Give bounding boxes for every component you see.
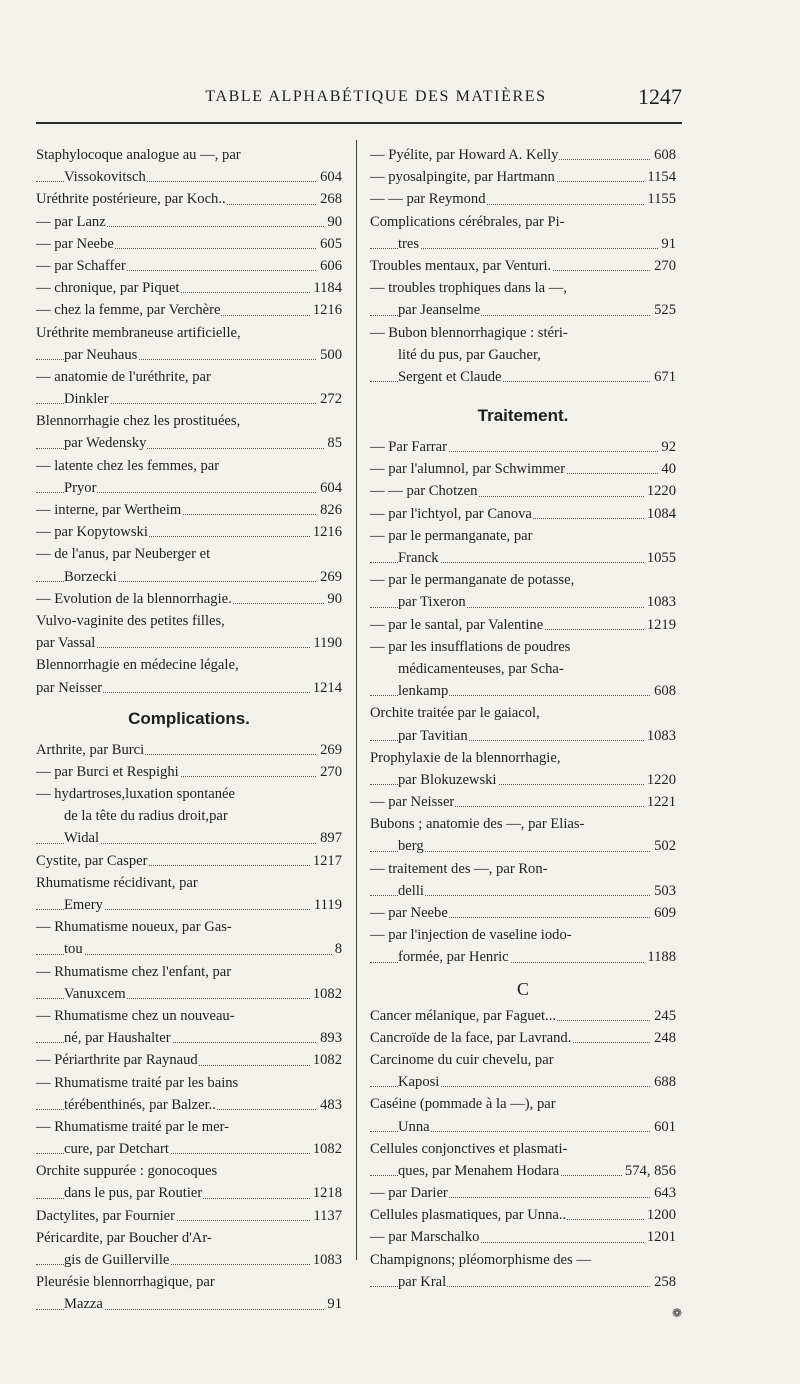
index-entry-line [36,1005,342,1027]
index-entry-line [370,1005,676,1027]
entry-text: Staphylocoque analogue au —, par [36,147,241,163]
entry-text: Cancer mélanique, par Faguet... [370,1007,556,1024]
index-entry-line [370,255,676,277]
entry-page-number: 268 [317,188,342,210]
index-entry-line [370,480,676,502]
entry-text: par Jeanselme [398,302,481,319]
entry-text: — de l'anus, par Neuberger et [36,546,211,563]
entry-page-number: 1217 [310,850,342,872]
index-entry-line [36,610,342,632]
index-entry-line [36,1182,342,1204]
index-entry-line [370,299,676,321]
entry-text: Cellules conjonctives et plasmati- [370,1140,568,1157]
index-entry-line [36,322,342,344]
entry-text: — par Neebe [36,235,114,252]
index-entry-line [36,521,342,543]
entry-page-number: 1184 [310,277,342,299]
entry-text: ques, par Menahem Hodara [398,1162,560,1179]
entry-text: Dactylites, par Fournier [36,1207,176,1224]
index-entry-line [36,432,342,454]
entry-text: Dinkler [64,391,109,408]
entry-page-number: 1082 [310,1049,342,1071]
index-entry-line [36,255,342,277]
entry-text: — Rhumatisme noueux, par Gas- [36,919,232,936]
entry-text: — troubles trophiques dans la —, [370,280,567,297]
entry-page-number: 608 [651,680,676,702]
entry-text: Mazza [64,1296,103,1313]
index-entry-line [370,725,676,747]
entry-page-number: 8 [332,938,342,960]
entry-text: — par Darier [370,1185,448,1202]
index-entry-line [370,1204,676,1226]
entry-page-number: 500 [317,344,342,366]
index-entry-line [36,1094,342,1116]
index-entry-line [36,1205,342,1227]
entry-text: par Tavitian [398,727,468,744]
entry-page-number: 90 [324,211,342,233]
index-entry-line [36,938,342,960]
index-entry-line [370,277,676,299]
index-entry-line [370,1049,676,1071]
entry-text: — Périarthrite par Raynaud [36,1052,198,1069]
entry-page-number: 1137 [310,1205,342,1227]
index-entry-line [36,1138,342,1160]
index-entry-line [36,827,342,849]
entry-page-number: 270 [317,761,342,783]
entry-text: par Blokuzewski [398,771,497,788]
entry-page-number: 40 [658,458,676,480]
entry-text: Vissokovitsch [64,169,146,186]
section-heading: Complications. [128,708,250,728]
entry-text: — latente chez les femmes, par [36,457,220,474]
entry-text: — par les insufflations de poudres [370,638,571,655]
entry-page-number: 1220 [644,769,676,791]
index-entry-line [36,566,342,588]
entry-page-number: 269 [317,739,342,761]
entry-page-number: 605 [317,233,342,255]
entry-text: né, par Haushalter [64,1030,171,1047]
entry-page-number: 483 [317,1094,342,1116]
index-entry-line [36,983,342,1005]
running-title: TABLE ALPHABÉTIQUE DES MATIÈRES [205,88,547,105]
index-entry-line [36,1271,342,1293]
index-entry-line [36,850,342,872]
entry-text: Orchite traitée par le gaiacol, [370,705,540,722]
index-entry-line [36,1049,342,1071]
index-entry-line [370,858,676,880]
entry-text: — par Neebe [370,905,448,921]
entry-text: — par Schaffer [36,257,126,274]
entry-text: Prophylaxie de la blennorrhagie, [370,749,561,766]
entry-text: — par l'alumnol, par Schwimmer [370,461,566,478]
entry-text: par Neuhaus [64,346,138,363]
column-divider [356,140,357,1260]
entry-text: Pleurésie blennorrhagique, par [36,1274,215,1291]
index-entry-line [370,658,676,680]
entry-text: Vanuxcem [64,985,126,1002]
entry-text: Cellules plasmatiques, par Unna.. [370,1207,567,1224]
left-column [36,144,342,1316]
entry-page-number: 90 [324,588,342,610]
entry-text: Péricardite, par Boucher d'Ar- [36,1229,212,1246]
entry-text: — Evolution de la blennorrhagie. [36,590,232,607]
entry-page-number: 1216 [310,299,342,321]
entry-page-number: 1219 [644,614,676,636]
entry-text: médicamenteuses, par Scha- [398,660,564,677]
entry-text: Carcinome du cuir chevelu, par [370,1051,554,1068]
index-entry-line [370,525,676,547]
entry-text: lité du pus, par Gaucher, [398,346,541,363]
entry-text: — par le permanganate, par [370,527,533,544]
entry-page-number: 609 [651,902,676,924]
index-entry-line [370,458,676,480]
entry-text: Sergent et Claude [398,368,502,385]
entry-page-number: 1083 [310,1249,342,1271]
entry-page-number: 1216 [310,521,342,543]
index-entry-line [370,946,676,968]
index-entry-line [36,1293,342,1315]
entry-page-number: 688 [651,1071,676,1093]
entry-page-number: 1201 [644,1226,676,1248]
index-entry-line [370,144,676,166]
entry-text: — Rhumatisme traité par les bains [36,1074,239,1091]
index-entry-line [36,543,342,565]
index-entry-line [36,916,342,938]
entry-page-number: 1155 [644,188,676,210]
index-entry-line [370,747,676,769]
entry-text: Caséine (pommade à la —), par [370,1096,556,1113]
entry-page-number: 574, 856 [622,1160,676,1182]
entry-page-number: 270 [651,255,676,277]
index-entry-line [36,233,342,255]
entry-text: Unna [398,1118,430,1135]
index-entry-line [36,1116,342,1138]
entry-page-number: 606 [317,255,342,277]
index-entry-line [36,477,342,499]
entry-text: — par Marschalko [370,1229,480,1246]
index-entry-line [36,188,342,210]
index-entry-line [370,1249,676,1271]
entry-page-number: 1188 [644,946,676,968]
entry-page-number: 1154 [644,166,676,188]
index-entry-line [370,1160,676,1182]
entry-page-number: 258 [651,1271,676,1293]
index-entry-line [370,166,676,188]
right-column [370,144,676,1293]
entry-text: par Neisser [36,679,103,696]
index-entry-line [36,632,342,654]
index-entry-line [370,1027,676,1049]
section-heading: Traitement. [477,406,569,426]
entry-text: — pyosalpingite, par Hartmann [370,169,555,186]
entry-page-number: 893 [317,1027,342,1049]
entry-text: par Vassal [36,635,96,652]
entry-text: Arthrite, par Burci [36,741,145,758]
index-entry-line [370,591,676,613]
index-entry-line [36,654,342,676]
entry-text: — anatomie de l'uréthrite, par [36,368,211,385]
entry-text: Orchite suppurée : gonocoques [36,1163,218,1180]
entry-text: — — par Reymond [370,191,486,208]
index-entry-line [370,233,676,255]
index-entry-line [36,455,342,477]
index-entry-line [370,503,676,525]
entry-text: par Wedensky [64,435,147,452]
entry-text: — par le permanganate de potasse, [370,572,575,589]
index-entry-line [36,388,342,410]
entry-text: par Tixeron [398,594,466,611]
index-entry-line [36,344,342,366]
entry-text: Cystite, par Casper [36,852,148,869]
entry-page-number: 1119 [311,894,342,916]
alphabet-letter-heading: C [516,978,529,999]
entry-text: de la tête du radius droit,par [64,808,228,825]
index-entry-line [36,677,342,699]
entry-page-number: 897 [317,827,342,849]
index-entry-line [370,702,676,724]
header-rule [36,122,682,124]
entry-page-number: 272 [317,388,342,410]
entry-text: Uréthrite postérieure, par Koch.. [36,191,226,208]
index-entry-line [36,166,342,188]
index-entry-line [36,366,342,388]
index-entry-line [36,739,342,761]
page-number: 1247 [638,84,682,109]
entry-text: — Pyélite, par Howard A. Kelly [370,147,559,163]
entry-page-number: 826 [317,499,342,521]
entry-page-number: 1082 [310,983,342,1005]
entry-text: — traitement des —, par Ron- [370,860,548,877]
entry-page-number: 1220 [644,480,676,502]
entry-text: par Kral [398,1273,447,1290]
entry-text: Bubons ; anatomie des —, par Elias- [370,816,585,833]
entry-text: — Rhumatisme chez un nouveau- [36,1007,235,1024]
entry-page-number: 503 [651,880,676,902]
index-entry-line [36,211,342,233]
entry-page-number: 525 [651,299,676,321]
entry-text: — par Kopytowski [36,524,148,541]
entry-text: — par Lanz [36,213,106,230]
entry-page-number: 1200 [644,1204,676,1226]
entry-page-number: 1055 [644,547,676,569]
entry-text: Uréthrite membraneuse artificielle, [36,324,241,341]
index-entry-line [370,924,676,946]
entry-page-number: 91 [658,233,676,255]
entry-text: delli [398,882,424,899]
entry-text: — Rhumatisme traité par le mer- [36,1118,230,1135]
entry-page-number: 604 [317,166,342,188]
index-entry-line [370,547,676,569]
entry-page-number: 269 [317,566,342,588]
entry-page-number: 1084 [644,503,676,525]
entry-text: — chez la femme, par Verchère [36,302,221,319]
entry-page-number: 604 [317,477,342,499]
index-entry-line [370,813,676,835]
index-entry-line [370,1226,676,1248]
index-entry-line [370,1182,676,1204]
entry-page-number: 248 [651,1027,676,1049]
index-entry-line [36,894,342,916]
index-entry-line [36,144,342,166]
entry-text: — Rhumatisme chez l'enfant, par [36,963,232,980]
index-entry-line [370,835,676,857]
entry-text: Champignons; pléomorphisme des — [370,1251,591,1268]
index-entry-line [370,680,676,702]
entry-text: térébenthinés, par Balzer.. [64,1096,216,1113]
index-entry-line [370,1271,676,1293]
entry-text: Franck [398,550,439,566]
entry-text: — chronique, par Piquet [36,280,180,297]
entry-text: Widal [64,830,100,847]
entry-text: — par Neisser [370,794,455,811]
entry-text: Vulvo-vaginite des petites filles, [36,612,225,629]
index-entry-line [36,961,342,983]
index-entry-line [370,880,676,902]
page-header [36,84,682,116]
entry-page-number: 1083 [644,591,676,613]
entry-text: — par le santal, par Valentine [370,616,544,633]
entry-text: Rhumatisme récidivant, par [36,874,198,891]
entry-page-number: 1221 [644,791,676,813]
index-entry-line [370,366,676,388]
entry-text: Pryor [64,479,97,496]
index-entry-line [370,902,676,924]
entry-text: Borzecki [64,568,117,585]
index-entry-line [36,410,342,432]
entry-page-number: 502 [651,835,676,857]
entry-page-number: 643 [651,1182,676,1204]
index-entry-line [36,1072,342,1094]
index-entry-line [36,1160,342,1182]
entry-page-number: 1214 [310,677,342,699]
index-entry-line [36,499,342,521]
entry-text: — par Burci et Respighi [36,763,179,780]
index-entry-line [370,791,676,813]
entry-page-number: 1082 [310,1138,342,1160]
index-entry-line [370,322,676,344]
index-entry-line [370,436,676,458]
index-entry-line [370,614,676,636]
entry-page-number: 608 [651,144,676,166]
index-entry-line [36,277,342,299]
entry-page-number: 1218 [310,1182,342,1204]
entry-text: Complications cérébrales, par Pi- [370,213,565,230]
entry-page-number: 85 [324,432,342,454]
index-entry-line [370,1138,676,1160]
entry-text: dans le pus, par Routier [64,1185,203,1202]
index-entry-line [370,636,676,658]
entry-text: — par l'injection de vaseline iodo- [370,927,572,944]
index-entry-line [370,1093,676,1115]
section-gap [370,388,676,396]
entry-text: Blennorrhagie en médecine légale, [36,657,239,674]
entry-page-number: 1190 [310,632,342,654]
entry-text: Troubles mentaux, par Venturi. [370,257,552,274]
index-entry-line [36,761,342,783]
index-entry-line [36,783,342,805]
entry-text: cure, par Detchart [64,1141,169,1158]
index-entry-line [36,1027,342,1049]
entry-text: Blennorrhagie chez les prostituées, [36,413,241,430]
entry-page-number: 1083 [644,725,676,747]
entry-text: — hydartroses,luxation spontanée [36,786,235,803]
index-entry-line [36,872,342,894]
entry-text: tres [398,235,420,252]
index-entry-line [370,211,676,233]
index-entry-line [370,344,676,366]
index-entry-line [370,1071,676,1093]
index-entry-line [370,569,676,591]
entry-text: — Bubon blennorrhagique : stéri- [370,324,568,341]
entry-text: berg [398,838,424,855]
index-entry-line [370,1116,676,1138]
entry-text: gis de Guillerville [64,1252,170,1268]
entry-page-number: 91 [324,1293,342,1315]
entry-text: tou [64,941,83,958]
entry-page-number: 601 [651,1116,676,1138]
index-entry-line [36,1227,342,1249]
entry-text: Cancroïde de la face, par Lavrand. [370,1029,572,1046]
index-entry-line [370,769,676,791]
entry-page-number: 92 [658,436,676,458]
entry-text: Kaposi [398,1074,440,1091]
entry-text: formée, par Henric [398,949,509,966]
entry-text: — Par Farrar [370,439,447,456]
index-entry-line [36,299,342,321]
printer-mark-icon: ❁ [672,1306,683,1320]
index-entry-line [370,188,676,210]
entry-page-number: 245 [651,1005,676,1027]
index-entry-line [36,588,342,610]
entry-text: Emery [64,897,103,913]
entry-text: — — par Chotzen [370,483,478,500]
index-entry-line [36,805,342,827]
entry-text: — par l'ichtyol, par Canova [370,505,532,522]
entry-text: — interne, par Wertheim [36,502,182,518]
entry-page-number: 671 [651,366,676,388]
index-entry-line [36,1249,342,1271]
entry-text: lenkamp [398,683,449,700]
